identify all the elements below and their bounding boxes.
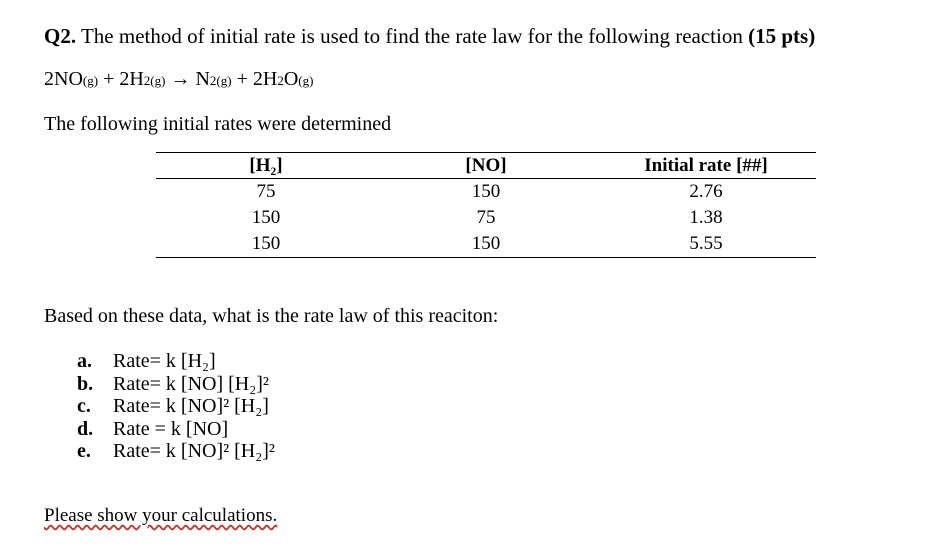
cell-h2: 150 (251, 207, 281, 228)
option-c[interactable] (77, 395, 275, 418)
question-points: (15 pts) (748, 24, 816, 48)
cell-no: 150 (471, 233, 501, 254)
plus-sign: + (98, 68, 120, 90)
option-letter: e. (77, 440, 91, 462)
instruction-note: Please show your calculations. (44, 505, 278, 526)
option-text: Rate= k [NO]² [H₂] (113, 395, 269, 417)
state-label: (g) (150, 73, 166, 88)
cell-no: 75 (476, 207, 496, 228)
reaction-arrow: → (165, 68, 196, 90)
subscript: 2 (277, 73, 284, 88)
table-row (156, 179, 816, 206)
plus-sign: + (231, 68, 253, 90)
cell-h2: 75 (256, 181, 276, 202)
question-title (44, 24, 815, 49)
question-prompt: Based on these data, what is the rate law of this reaciton: (44, 305, 499, 327)
state-label: (g) (216, 73, 232, 88)
product-h2o: 2H (252, 68, 278, 90)
initial-rate-table (156, 152, 816, 258)
table-row (156, 231, 816, 258)
cell-rate: 2.76 (689, 181, 723, 202)
option-letter: c. (77, 395, 91, 417)
option-text: Rate= k [H₂] (113, 350, 216, 372)
cell-h2: 150 (251, 233, 281, 254)
header-initial-rate: Initial rate [##] (596, 153, 816, 179)
option-text: Rate = k [NO] (113, 417, 229, 440)
question-text: The method of initial rate is used to find the rate law for the following reaction (80, 24, 743, 48)
product-h2o-o: O (283, 68, 299, 90)
option-text: Rate= k [NO] [H₂]² (113, 372, 269, 395)
subscript: 2 (209, 73, 217, 88)
state-label: (g) (82, 73, 99, 88)
option-e[interactable] (77, 440, 275, 463)
cell-rate: 1.38 (689, 207, 723, 228)
question-number: Q2. (44, 24, 77, 48)
cell-no: 150 (471, 181, 501, 202)
product-n2: N (195, 68, 210, 90)
option-letter: a. (77, 350, 92, 372)
state-label: (g) (298, 73, 314, 88)
table-row (156, 205, 816, 231)
header-h2: [H₂] (156, 153, 376, 179)
reaction-equation (44, 68, 313, 91)
option-a[interactable] (77, 350, 275, 373)
cell-rate: 5.55 (689, 233, 723, 254)
table-header-row (156, 153, 816, 179)
header-no: [NO] (376, 153, 596, 179)
reactant-h2: 2H (119, 68, 144, 90)
option-d[interactable] (77, 418, 275, 441)
option-letter: b. (77, 372, 94, 395)
option-letter: d. (77, 417, 94, 440)
option-text: Rate= k [NO]² [H₂]² (113, 440, 275, 462)
intro-text: The following initial rates were determined (44, 113, 392, 135)
subscript: 2 (143, 73, 151, 88)
option-b[interactable] (77, 373, 275, 396)
reactant-no: 2NO (44, 68, 83, 90)
answer-options (77, 350, 275, 463)
